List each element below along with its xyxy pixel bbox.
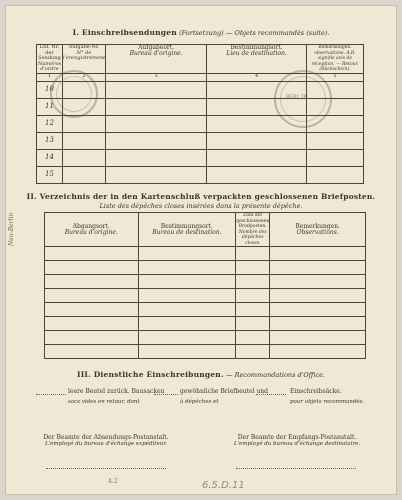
table-row: 14 [37, 149, 364, 166]
header-origin: Aufgabeort. Bureau d'origine. [106, 45, 207, 74]
section1-title: I. Einschreibsendungen (Fortsetzung) — Objets recommandés (suite). [72, 28, 330, 37]
header-count: Zahl der geschlossenen Briefposten. Nombre des dépêches closes. [236, 213, 270, 246]
signature-line [236, 468, 356, 469]
header-number: Aufgabe-Nr. N° de l'enregistrement [62, 45, 105, 74]
table-row [45, 317, 366, 331]
col-number: 4 [207, 73, 307, 81]
section3-row-de: Einschreibsäcke. [290, 388, 342, 395]
table-row [45, 247, 366, 261]
table-row [45, 275, 366, 289]
side-note: Neu-Berlin [8, 212, 15, 246]
col-number: 2 [62, 73, 105, 81]
header-destination: Bestimmungsort. Bureau de destination. [138, 213, 236, 247]
table-row [45, 261, 366, 275]
header-remarks: Bemerkungen. Observations. [270, 213, 366, 247]
col-number: 5 [307, 73, 364, 81]
header-serial: Lfd. Nr. der Sendung Numéros d'ordre [37, 44, 62, 72]
fill-line [36, 394, 66, 395]
section3-row-fr: sacs vides en retour, dont [68, 399, 140, 405]
fill-line [154, 394, 178, 395]
fill-line [256, 394, 286, 395]
table-row: 13 [37, 132, 364, 149]
signature-line [46, 468, 166, 469]
signature-receiver: Der Beamte der Empfangs-Postanstalt. L'employé du bureau d'échange destinataire. [233, 434, 361, 447]
table-row: 15 [37, 166, 364, 183]
header-destination: Bestimmungsort. Lieu de destination. [207, 45, 307, 74]
corner-mark: 4.2 [108, 478, 118, 485]
table-row [45, 331, 366, 345]
header-origin: Abgangsort. Bureau d'origine. [45, 213, 139, 247]
section2-subtitle: Liste des dépêches closes insérées dans la présente dépêche. [99, 202, 303, 210]
section3-row-de: gewöhnliche Briefbeutel und [180, 388, 268, 395]
table-row [45, 303, 366, 317]
section3-row-fr: pour objets recommandés. [290, 399, 365, 405]
table-row [45, 345, 366, 359]
table-row [45, 289, 366, 303]
section2-table [44, 212, 366, 359]
section3-row-fr: à dépêches et [180, 399, 219, 405]
table-row: 11 [37, 98, 364, 115]
pencil-note: 6.5.D.11 [202, 480, 245, 491]
col-number: 1 [37, 73, 63, 81]
form-sheet [6, 6, 396, 494]
table-row: 12 [37, 115, 364, 132]
signature-sender: Der Beamte der Absendungs-Postanstalt. L'employé du bureau d'échange expéditeur. [43, 434, 169, 447]
header-remarks: Bemerkungen. observations. A.R. signifie avis de réception. — Retour. (Rückschein). [307, 45, 364, 74]
section2-title: II. Verzeichnis der in den Kartenschluß verpackten geschlossenen Briefposten. [26, 192, 376, 201]
stamp-text: BERLIN [286, 94, 308, 101]
section3-row-de: leere Beutel zurück. Bausacken [68, 388, 165, 395]
postmark-stamp [50, 70, 98, 118]
section3-title: III. Dienstliche Einschreibungen. — Recommandations d'Office. [76, 370, 325, 379]
col-number: 3 [106, 73, 207, 81]
table-row: 10 [37, 81, 364, 98]
